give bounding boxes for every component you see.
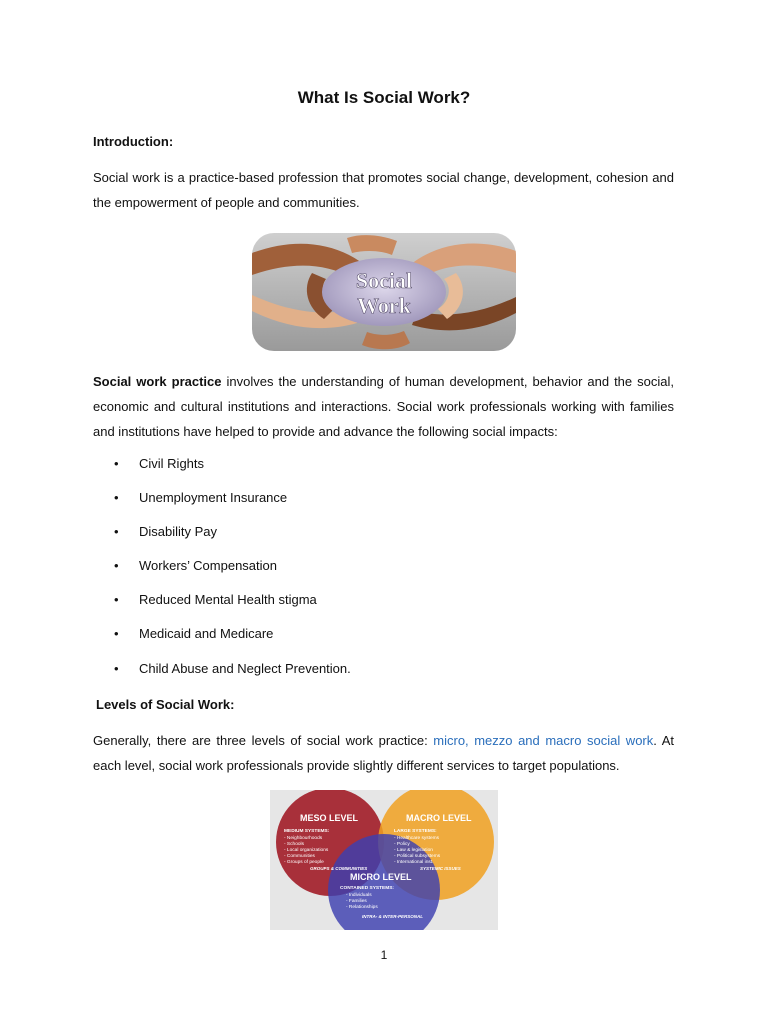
macro-item: - Healthcare systems [394, 836, 440, 841]
meso-item: - Schools [284, 842, 304, 847]
list-item-text: Civil Rights [139, 456, 205, 471]
bullet-icon: • [114, 456, 119, 471]
micro-footer: INTRA- & INTER-PERSONAL [362, 914, 423, 919]
meso-footer: GROUPS & COMMUNITIES [310, 866, 368, 871]
practice-bold-term: Social work practice [93, 374, 222, 389]
macro-item: - International inst. [394, 860, 434, 865]
levels-text-after: . At each level, social work professionals provide slightly different services to target populations. [93, 733, 675, 773]
micro-item: - Families [346, 899, 367, 904]
venn-diagram-svg [270, 790, 498, 930]
levels-heading: Levels of Social Work: [96, 697, 235, 712]
micro-title: MICRO LEVEL [350, 872, 412, 882]
intro-heading: Introduction: [93, 134, 174, 149]
page-number: 1 [380, 948, 388, 962]
bullet-icon: • [114, 592, 119, 608]
levels-paragraph [93, 728, 674, 778]
macro-item: - Policy [394, 842, 410, 847]
list-item-text: Medicaid and Medicare [139, 626, 274, 642]
meso-item: - Communities [284, 854, 315, 859]
levels-link[interactable]: micro, mezzo and macro social work [433, 733, 654, 748]
macro-subtitle: LARGE SYSTEMS: [394, 829, 437, 834]
macro-title: MACRO LEVEL [406, 813, 472, 823]
list-item-text: Child Abuse and Neglect Prevention. [139, 660, 351, 676]
image-text-social: Social [355, 268, 413, 293]
macro-item: - Law & legislation [394, 848, 433, 853]
practice-paragraph [93, 369, 674, 444]
macro-footer: SYSTEMIC ISSUES [420, 866, 461, 871]
macro-item: - Political subsystems [394, 854, 441, 859]
micro-item: - Individuals [346, 893, 372, 898]
practice-text: involves the understanding of human development, behavior and the social, economic and cultural institutions and interactions. Social work professionals working with families and institutions have helped to provide and advance the following social impacts: [93, 374, 674, 439]
levels-venn-diagram [270, 790, 498, 930]
bullet-icon: • [114, 524, 119, 540]
list-item-text: Unemployment Insurance [139, 490, 288, 506]
intro-paragraph: Social work is a practice-based profession that promotes social change, development, cohesion and the empowerment of people and communities. [93, 170, 674, 210]
meso-item: - Local organizations [284, 848, 329, 853]
list-item-text: Reduced Mental Health stigma [139, 592, 317, 608]
meso-item: - Groups of people [284, 860, 324, 865]
meso-subtitle: MEDIUM SYSTEMS: [284, 829, 330, 834]
hands-circle-illustration [252, 233, 516, 351]
levels-text-before: Generally, there are three levels of social work practice: [93, 733, 434, 748]
list-item-text: Disability Pay [139, 524, 218, 540]
image-text-work: Work [357, 293, 411, 318]
micro-item: - Relationships [346, 905, 378, 910]
social-work-image [252, 233, 516, 351]
bullet-icon: • [114, 558, 119, 574]
meso-item: - Neighbourhoods [284, 836, 323, 841]
bullet-icon: • [114, 660, 119, 676]
list-item-text: Workers’ Compensation [139, 558, 277, 574]
bullet-icon: • [114, 490, 119, 506]
meso-title: MESO LEVEL [300, 813, 359, 823]
bullet-icon: • [114, 626, 119, 642]
page-title: What Is Social Work? [297, 88, 471, 107]
micro-subtitle: CONTAINED SYSTEMS: [340, 886, 395, 891]
